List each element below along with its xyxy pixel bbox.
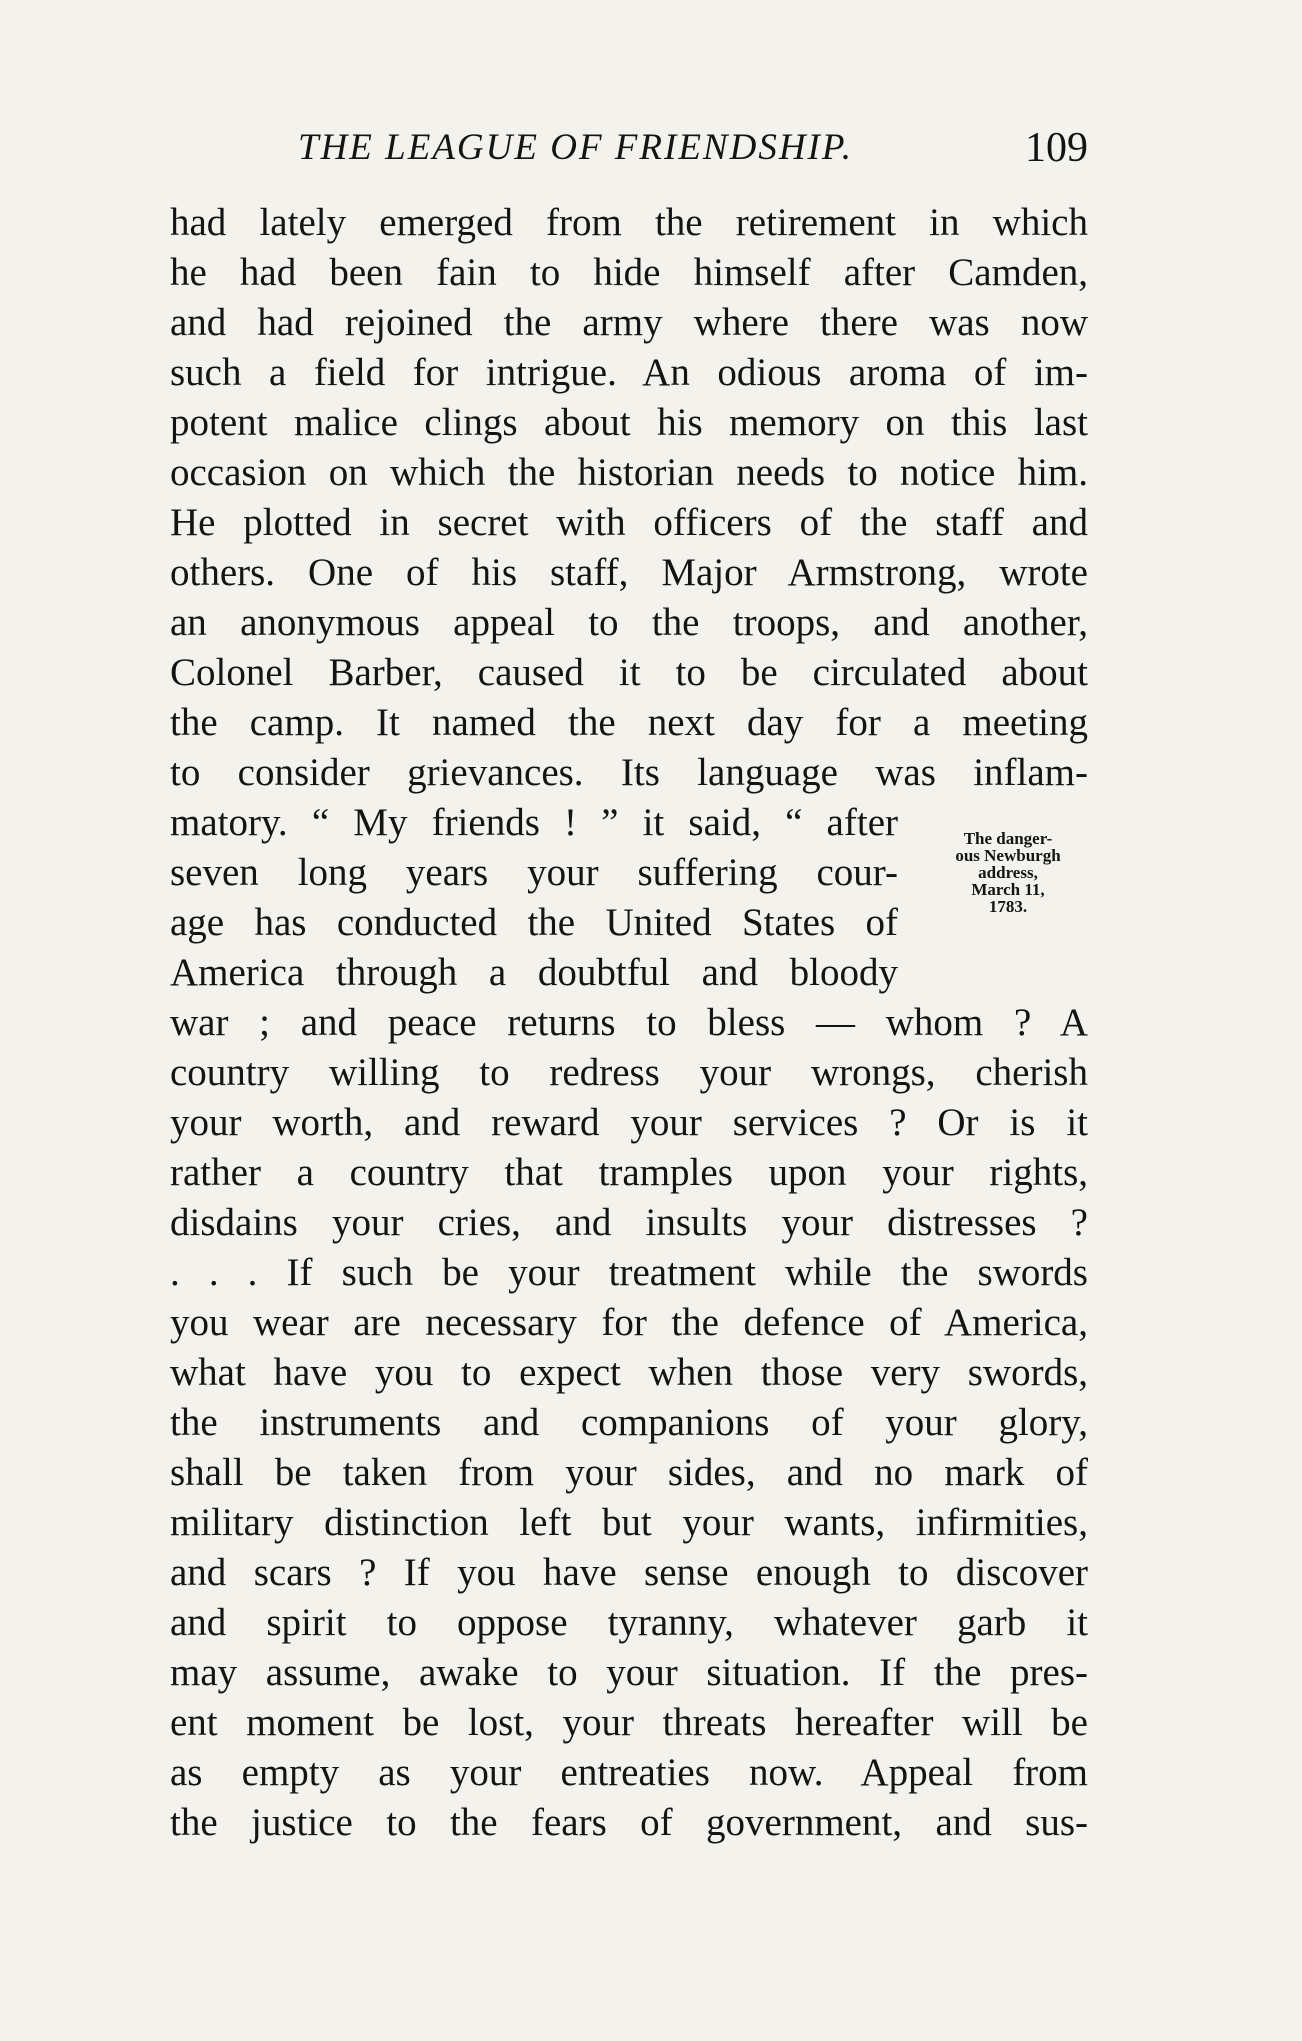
text-line: occasion on which the historian needs to notice him. <box>170 451 1088 494</box>
text-line: war ; and peace returns to bless — whom ? A <box>170 1001 1088 1044</box>
text-line: what have you to expect when those very swords, <box>170 1351 1088 1394</box>
text-line: you wear are necessary for the defence of America, <box>170 1301 1088 1344</box>
text-line: shall be taken from your sides, and no mark of <box>170 1451 1088 1494</box>
text-line: disdains your cries, and insults your distresses ? <box>170 1201 1088 1244</box>
text-line: Colonel Barber, caused it to be circulated about <box>170 651 1088 694</box>
text-line: as empty as your entreaties now. Appeal from <box>170 1751 1088 1794</box>
text-line: such a field for intrigue. An odious aroma of im- <box>170 351 1088 394</box>
text-line: America through a doubtful and bloody <box>170 951 898 994</box>
text-line: others. One of his staff, Major Armstrong, wrote <box>170 551 1088 594</box>
text-line: matory. “ My friends ! ” it said, “ after <box>170 801 898 844</box>
text-line: rather a country that tramples upon your rights, <box>170 1151 1088 1194</box>
text-line: and scars ? If you have sense enough to discover <box>170 1551 1088 1594</box>
text-line: seven long years your suffering cour- <box>170 851 898 894</box>
text-line: potent malice clings about his memory on this last <box>170 401 1088 444</box>
text-line: country willing to redress your wrongs, cherish <box>170 1051 1088 1094</box>
text-line: the camp. It named the next day for a meeting <box>170 701 1088 744</box>
text-line: and spirit to oppose tyranny, whatever garb it <box>170 1601 1088 1644</box>
marginal-note <box>918 830 1098 915</box>
marginal-note-line: March 11, <box>971 880 1045 899</box>
text-line: to consider grievances. Its language was inflam- <box>170 751 1088 794</box>
text-line: . . . If such be your treatment while the swords <box>170 1251 1088 1294</box>
text-line: military distinction left but your wants, infirmities, <box>170 1501 1088 1544</box>
text-line: ent moment be lost, your threats hereafter will be <box>170 1701 1088 1744</box>
page-number: 109 <box>1025 125 1088 171</box>
text-line: he had been fain to hide himself after Camden, <box>170 251 1088 294</box>
marginal-note-line: 1783. <box>988 897 1028 916</box>
text-line: age has conducted the United States of <box>170 901 898 944</box>
text-line: the instruments and companions of your glory, <box>170 1401 1088 1444</box>
marginal-note-line: The danger- <box>963 829 1053 848</box>
page-header <box>170 118 1088 178</box>
text-line: He plotted in secret with officers of the staff and <box>170 501 1088 544</box>
running-title: THE LEAGUE OF FRIENDSHIP. <box>298 127 853 168</box>
text-line: your worth, and reward your services ? Or is it <box>170 1101 1088 1144</box>
text-line: the justice to the fears of government, and sus- <box>170 1801 1088 1844</box>
text-line: may assume, awake to your situation. If the pres- <box>170 1651 1088 1694</box>
marginal-note-line: ous Newburgh <box>955 846 1061 865</box>
marginal-note-line: address, <box>978 863 1038 882</box>
text-line: an anonymous appeal to the troops, and another, <box>170 601 1088 644</box>
text-line: and had rejoined the army where there was now <box>170 301 1088 344</box>
text-line: had lately emerged from the retirement in which <box>170 201 1088 244</box>
